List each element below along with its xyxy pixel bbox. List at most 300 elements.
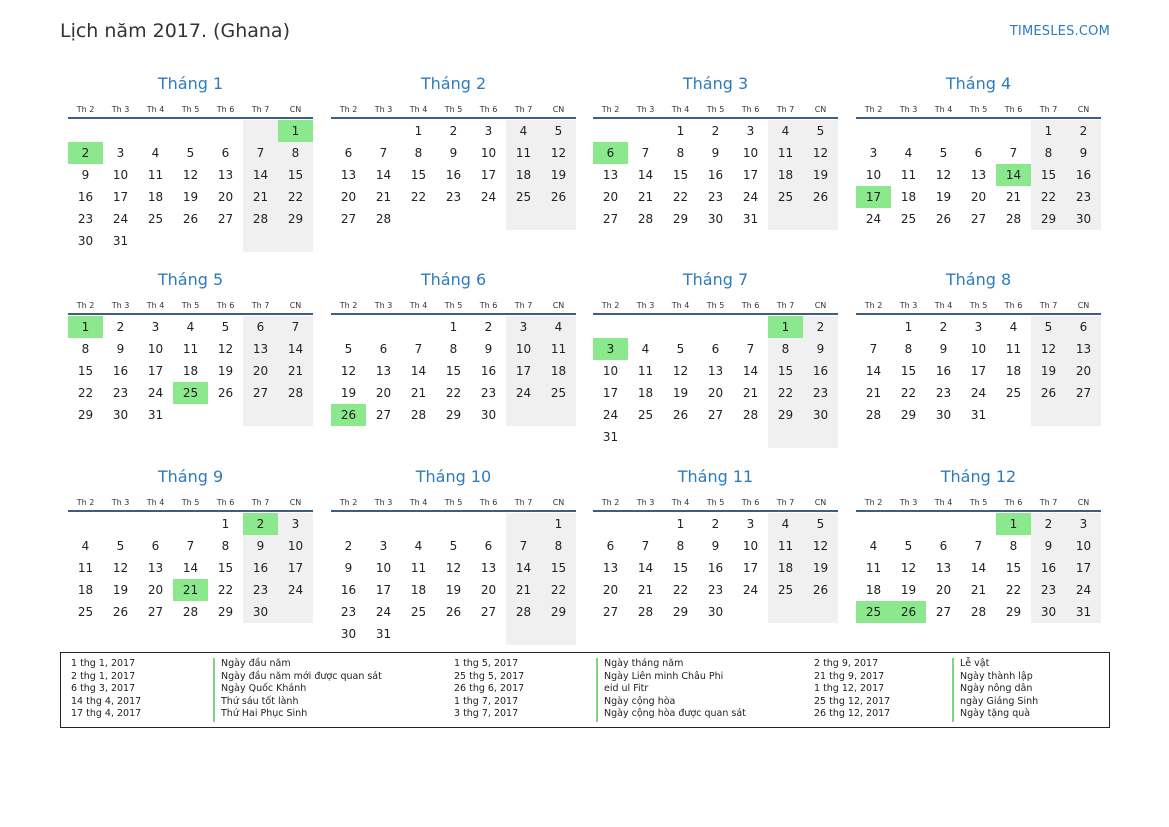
day-cell[interactable]: 10 xyxy=(865,168,882,182)
day-cell[interactable]: 21 xyxy=(375,190,392,204)
day-cell[interactable]: 22 xyxy=(672,583,689,597)
day-cell[interactable]: 28 xyxy=(506,601,541,623)
day-cell[interactable]: 18 xyxy=(541,360,576,382)
day-cell[interactable]: 29 xyxy=(77,408,94,422)
day-cell[interactable]: 25 xyxy=(900,212,917,226)
day-cell[interactable]: 3 xyxy=(1066,513,1101,535)
day-cell[interactable]: 11 xyxy=(410,561,427,575)
day-cell[interactable]: 30 xyxy=(1066,208,1101,230)
day-cell[interactable]: 13 xyxy=(707,364,724,378)
day-cell[interactable]: 18 xyxy=(900,190,917,204)
day-cell[interactable]: 20 xyxy=(375,386,392,400)
day-cell[interactable]: 28 xyxy=(865,408,882,422)
day-cell[interactable]: 5 xyxy=(803,513,838,535)
day-cell[interactable]: 6 xyxy=(344,146,353,160)
day-cell[interactable]: 20 xyxy=(970,190,987,204)
day-cell[interactable]: 28 xyxy=(278,382,313,404)
day-cell[interactable]: 8 xyxy=(541,535,576,557)
day-cell[interactable]: 7 xyxy=(278,316,313,338)
day-cell[interactable]: 16 xyxy=(445,168,462,182)
day-cell[interactable]: 18 xyxy=(865,583,882,597)
day-cell[interactable]: 14 xyxy=(637,561,654,575)
day-cell[interactable]: 5 xyxy=(939,146,948,160)
day-cell[interactable]: 12 xyxy=(935,168,952,182)
day-cell[interactable]: 18 xyxy=(768,557,803,579)
holiday-day-cell[interactable]: 3 xyxy=(593,338,628,360)
day-cell[interactable]: 15 xyxy=(1031,164,1066,186)
day-cell[interactable]: 31 xyxy=(1066,601,1101,623)
day-cell[interactable]: 31 xyxy=(147,408,164,422)
day-cell[interactable]: 28 xyxy=(970,605,987,619)
day-cell[interactable]: 25 xyxy=(768,579,803,601)
day-cell[interactable]: 31 xyxy=(602,430,619,444)
day-cell[interactable]: 15 xyxy=(672,561,689,575)
day-cell[interactable]: 10 xyxy=(742,146,759,160)
day-cell[interactable]: 5 xyxy=(676,342,685,356)
day-cell[interactable]: 27 xyxy=(1066,382,1101,404)
day-cell[interactable]: 12 xyxy=(803,535,838,557)
day-cell[interactable]: 10 xyxy=(1066,535,1101,557)
day-cell[interactable]: 27 xyxy=(935,605,952,619)
day-cell[interactable]: 11 xyxy=(637,364,654,378)
day-cell[interactable]: 20 xyxy=(480,583,497,597)
day-cell[interactable]: 6 xyxy=(939,539,948,553)
day-cell[interactable]: 24 xyxy=(375,605,392,619)
day-cell[interactable]: 3 xyxy=(746,124,755,138)
day-cell[interactable]: 13 xyxy=(217,168,234,182)
day-cell[interactable]: 14 xyxy=(865,364,882,378)
day-cell[interactable]: 17 xyxy=(112,190,129,204)
day-cell[interactable]: 25 xyxy=(637,408,654,422)
day-cell[interactable]: 19 xyxy=(541,164,576,186)
holiday-day-cell[interactable]: 17 xyxy=(856,186,891,208)
day-cell[interactable]: 30 xyxy=(1031,601,1066,623)
day-cell[interactable]: 22 xyxy=(1005,583,1022,597)
day-cell[interactable]: 13 xyxy=(375,364,392,378)
day-cell[interactable]: 20 xyxy=(217,190,234,204)
day-cell[interactable]: 18 xyxy=(1005,364,1022,378)
day-cell[interactable]: 31 xyxy=(742,212,759,226)
day-cell[interactable]: 18 xyxy=(182,364,199,378)
day-cell[interactable]: 11 xyxy=(900,168,917,182)
day-cell[interactable]: 16 xyxy=(1031,557,1066,579)
day-cell[interactable]: 18 xyxy=(768,164,803,186)
day-cell[interactable]: 8 xyxy=(904,342,913,356)
day-cell[interactable]: 14 xyxy=(637,168,654,182)
day-cell[interactable]: 17 xyxy=(1066,557,1101,579)
day-cell[interactable]: 17 xyxy=(278,557,313,579)
day-cell[interactable]: 21 xyxy=(278,360,313,382)
day-cell[interactable]: 3 xyxy=(278,513,313,535)
day-cell[interactable]: 14 xyxy=(506,557,541,579)
day-cell[interactable]: 8 xyxy=(1031,142,1066,164)
day-cell[interactable]: 22 xyxy=(217,583,234,597)
day-cell[interactable]: 8 xyxy=(278,142,313,164)
day-cell[interactable]: 15 xyxy=(77,364,94,378)
day-cell[interactable]: 26 xyxy=(1031,382,1066,404)
day-cell[interactable]: 28 xyxy=(182,605,199,619)
day-cell[interactable]: 2 xyxy=(711,124,720,138)
day-cell[interactable]: 5 xyxy=(904,539,913,553)
day-cell[interactable]: 25 xyxy=(147,212,164,226)
day-cell[interactable]: 27 xyxy=(480,605,497,619)
day-cell[interactable]: 4 xyxy=(904,146,913,160)
day-cell[interactable]: 24 xyxy=(1066,579,1101,601)
day-cell[interactable]: 8 xyxy=(1009,539,1018,553)
day-cell[interactable]: 24 xyxy=(506,382,541,404)
day-cell[interactable]: 4 xyxy=(414,539,423,553)
day-cell[interactable]: 26 xyxy=(672,408,689,422)
day-cell[interactable]: 30 xyxy=(480,408,497,422)
day-cell[interactable]: 26 xyxy=(803,579,838,601)
day-cell[interactable]: 23 xyxy=(480,386,497,400)
day-cell[interactable]: 22 xyxy=(768,382,803,404)
day-cell[interactable]: 26 xyxy=(445,605,462,619)
day-cell[interactable]: 14 xyxy=(970,561,987,575)
day-cell[interactable]: 16 xyxy=(77,190,94,204)
day-cell[interactable]: 14 xyxy=(182,561,199,575)
day-cell[interactable]: 21 xyxy=(410,386,427,400)
day-cell[interactable]: 7 xyxy=(506,535,541,557)
day-cell[interactable]: 4 xyxy=(768,120,803,142)
day-cell[interactable]: 17 xyxy=(602,386,619,400)
day-cell[interactable]: 1 xyxy=(541,513,576,535)
day-cell[interactable]: 12 xyxy=(112,561,129,575)
day-cell[interactable]: 30 xyxy=(243,601,278,623)
day-cell[interactable]: 23 xyxy=(340,605,357,619)
day-cell[interactable]: 13 xyxy=(340,168,357,182)
day-cell[interactable]: 5 xyxy=(1031,316,1066,338)
day-cell[interactable]: 9 xyxy=(1031,535,1066,557)
day-cell[interactable]: 22 xyxy=(445,386,462,400)
day-cell[interactable]: 6 xyxy=(484,539,493,553)
day-cell[interactable]: 13 xyxy=(1066,338,1101,360)
day-cell[interactable]: 5 xyxy=(116,539,125,553)
day-cell[interactable]: 20 xyxy=(340,190,357,204)
day-cell[interactable]: 24 xyxy=(602,408,619,422)
day-cell[interactable]: 5 xyxy=(449,539,458,553)
day-cell[interactable]: 13 xyxy=(935,561,952,575)
day-cell[interactable]: 20 xyxy=(707,386,724,400)
day-cell[interactable]: 11 xyxy=(865,561,882,575)
holiday-day-cell[interactable]: 25 xyxy=(173,382,208,404)
day-cell[interactable]: 23 xyxy=(112,386,129,400)
day-cell[interactable]: 29 xyxy=(1005,605,1022,619)
day-cell[interactable]: 18 xyxy=(77,583,94,597)
day-cell[interactable]: 4 xyxy=(1009,320,1018,334)
day-cell[interactable]: 3 xyxy=(151,320,160,334)
day-cell[interactable]: 28 xyxy=(243,208,278,230)
day-cell[interactable]: 4 xyxy=(541,316,576,338)
day-cell[interactable]: 26 xyxy=(541,186,576,208)
day-cell[interactable]: 25 xyxy=(77,605,94,619)
day-cell[interactable]: 15 xyxy=(672,168,689,182)
day-cell[interactable]: 26 xyxy=(182,212,199,226)
day-cell[interactable]: 2 xyxy=(939,320,948,334)
day-cell[interactable]: 3 xyxy=(746,517,755,531)
day-cell[interactable]: 4 xyxy=(186,320,195,334)
day-cell[interactable]: 23 xyxy=(935,386,952,400)
day-cell[interactable]: 3 xyxy=(116,146,125,160)
day-cell[interactable]: 23 xyxy=(445,190,462,204)
day-cell[interactable]: 14 xyxy=(742,364,759,378)
holiday-day-cell[interactable]: 14 xyxy=(996,164,1031,186)
day-cell[interactable]: 5 xyxy=(186,146,195,160)
day-cell[interactable]: 17 xyxy=(375,583,392,597)
day-cell[interactable]: 16 xyxy=(1066,164,1101,186)
site-link[interactable]: TIMESLES.COM xyxy=(1009,24,1110,39)
day-cell[interactable]: 17 xyxy=(480,168,497,182)
day-cell[interactable]: 17 xyxy=(506,360,541,382)
day-cell[interactable]: 11 xyxy=(541,338,576,360)
day-cell[interactable]: 10 xyxy=(506,338,541,360)
day-cell[interactable]: 21 xyxy=(637,190,654,204)
day-cell[interactable]: 4 xyxy=(151,146,160,160)
day-cell[interactable]: 24 xyxy=(865,212,882,226)
day-cell[interactable]: 21 xyxy=(243,186,278,208)
day-cell[interactable]: 25 xyxy=(1005,386,1022,400)
day-cell[interactable]: 26 xyxy=(803,186,838,208)
day-cell[interactable]: 21 xyxy=(970,583,987,597)
day-cell[interactable]: 16 xyxy=(935,364,952,378)
holiday-day-cell[interactable]: 1 xyxy=(68,316,103,338)
day-cell[interactable]: 12 xyxy=(900,561,917,575)
day-cell[interactable]: 23 xyxy=(77,212,94,226)
day-cell[interactable]: 22 xyxy=(1031,186,1066,208)
day-cell[interactable]: 8 xyxy=(676,539,685,553)
day-cell[interactable]: 4 xyxy=(768,513,803,535)
day-cell[interactable]: 7 xyxy=(869,342,878,356)
day-cell[interactable]: 12 xyxy=(672,364,689,378)
day-cell[interactable]: 8 xyxy=(768,338,803,360)
day-cell[interactable]: 2 xyxy=(344,539,353,553)
day-cell[interactable]: 27 xyxy=(217,212,234,226)
day-cell[interactable]: 9 xyxy=(81,168,90,182)
day-cell[interactable]: 21 xyxy=(865,386,882,400)
day-cell[interactable]: 7 xyxy=(414,342,423,356)
day-cell[interactable]: 17 xyxy=(742,168,759,182)
day-cell[interactable]: 2 xyxy=(1031,513,1066,535)
day-cell[interactable]: 31 xyxy=(375,627,392,641)
day-cell[interactable]: 6 xyxy=(243,316,278,338)
day-cell[interactable]: 22 xyxy=(410,190,427,204)
day-cell[interactable]: 4 xyxy=(869,539,878,553)
day-cell[interactable]: 13 xyxy=(480,561,497,575)
day-cell[interactable]: 27 xyxy=(340,212,357,226)
day-cell[interactable]: 14 xyxy=(375,168,392,182)
day-cell[interactable]: 4 xyxy=(641,342,650,356)
day-cell[interactable]: 5 xyxy=(541,120,576,142)
day-cell[interactable]: 10 xyxy=(278,535,313,557)
day-cell[interactable]: 24 xyxy=(742,583,759,597)
day-cell[interactable]: 7 xyxy=(746,342,755,356)
day-cell[interactable]: 11 xyxy=(1005,342,1022,356)
day-cell[interactable]: 1 xyxy=(414,124,423,138)
day-cell[interactable]: 29 xyxy=(672,605,689,619)
day-cell[interactable]: 8 xyxy=(221,539,230,553)
day-cell[interactable]: 15 xyxy=(217,561,234,575)
day-cell[interactable]: 8 xyxy=(81,342,90,356)
day-cell[interactable]: 27 xyxy=(375,408,392,422)
day-cell[interactable]: 22 xyxy=(278,186,313,208)
day-cell[interactable]: 11 xyxy=(506,142,541,164)
day-cell[interactable]: 7 xyxy=(243,142,278,164)
day-cell[interactable]: 28 xyxy=(410,408,427,422)
day-cell[interactable]: 31 xyxy=(112,234,129,248)
day-cell[interactable]: 12 xyxy=(541,142,576,164)
day-cell[interactable]: 12 xyxy=(803,142,838,164)
day-cell[interactable]: 18 xyxy=(147,190,164,204)
day-cell[interactable]: 12 xyxy=(340,364,357,378)
day-cell[interactable]: 13 xyxy=(602,561,619,575)
day-cell[interactable]: 15 xyxy=(541,557,576,579)
day-cell[interactable]: 10 xyxy=(147,342,164,356)
day-cell[interactable]: 5 xyxy=(221,320,230,334)
holiday-day-cell[interactable]: 2 xyxy=(243,513,278,535)
day-cell[interactable]: 12 xyxy=(1031,338,1066,360)
day-cell[interactable]: 16 xyxy=(707,168,724,182)
day-cell[interactable]: 15 xyxy=(410,168,427,182)
day-cell[interactable]: 18 xyxy=(637,386,654,400)
day-cell[interactable]: 11 xyxy=(182,342,199,356)
day-cell[interactable]: 16 xyxy=(803,360,838,382)
day-cell[interactable]: 19 xyxy=(112,583,129,597)
day-cell[interactable]: 3 xyxy=(506,316,541,338)
day-cell[interactable]: 14 xyxy=(278,338,313,360)
day-cell[interactable]: 19 xyxy=(672,386,689,400)
day-cell[interactable]: 30 xyxy=(77,234,94,248)
day-cell[interactable]: 6 xyxy=(711,342,720,356)
day-cell[interactable]: 9 xyxy=(1066,142,1101,164)
day-cell[interactable]: 14 xyxy=(410,364,427,378)
day-cell[interactable]: 21 xyxy=(1005,190,1022,204)
day-cell[interactable]: 19 xyxy=(445,583,462,597)
day-cell[interactable]: 29 xyxy=(768,404,803,426)
day-cell[interactable]: 5 xyxy=(344,342,353,356)
day-cell[interactable]: 6 xyxy=(1066,316,1101,338)
day-cell[interactable]: 24 xyxy=(970,386,987,400)
day-cell[interactable]: 22 xyxy=(541,579,576,601)
day-cell[interactable]: 3 xyxy=(484,124,493,138)
day-cell[interactable]: 22 xyxy=(900,386,917,400)
day-cell[interactable]: 26 xyxy=(217,386,234,400)
day-cell[interactable]: 1 xyxy=(1031,120,1066,142)
day-cell[interactable]: 13 xyxy=(602,168,619,182)
day-cell[interactable]: 2 xyxy=(803,316,838,338)
day-cell[interactable]: 12 xyxy=(445,561,462,575)
day-cell[interactable]: 29 xyxy=(278,208,313,230)
day-cell[interactable]: 9 xyxy=(449,146,458,160)
day-cell[interactable]: 28 xyxy=(1005,212,1022,226)
holiday-day-cell[interactable]: 26 xyxy=(331,404,366,426)
day-cell[interactable]: 3 xyxy=(869,146,878,160)
day-cell[interactable]: 7 xyxy=(641,146,650,160)
day-cell[interactable]: 24 xyxy=(112,212,129,226)
day-cell[interactable]: 29 xyxy=(900,408,917,422)
day-cell[interactable]: 23 xyxy=(707,190,724,204)
day-cell[interactable]: 1 xyxy=(676,124,685,138)
day-cell[interactable]: 20 xyxy=(1066,360,1101,382)
day-cell[interactable]: 6 xyxy=(151,539,160,553)
day-cell[interactable]: 13 xyxy=(147,561,164,575)
day-cell[interactable]: 28 xyxy=(375,212,392,226)
day-cell[interactable]: 25 xyxy=(506,186,541,208)
day-cell[interactable]: 16 xyxy=(480,364,497,378)
day-cell[interactable]: 30 xyxy=(935,408,952,422)
day-cell[interactable]: 20 xyxy=(602,190,619,204)
day-cell[interactable]: 15 xyxy=(768,360,803,382)
day-cell[interactable]: 7 xyxy=(974,539,983,553)
day-cell[interactable]: 2 xyxy=(449,124,458,138)
day-cell[interactable]: 23 xyxy=(1066,186,1101,208)
day-cell[interactable]: 8 xyxy=(676,146,685,160)
day-cell[interactable]: 16 xyxy=(243,557,278,579)
day-cell[interactable]: 15 xyxy=(900,364,917,378)
day-cell[interactable]: 23 xyxy=(803,382,838,404)
day-cell[interactable]: 20 xyxy=(602,583,619,597)
day-cell[interactable]: 19 xyxy=(1031,360,1066,382)
day-cell[interactable]: 2 xyxy=(1066,120,1101,142)
day-cell[interactable]: 18 xyxy=(410,583,427,597)
day-cell[interactable]: 2 xyxy=(116,320,125,334)
day-cell[interactable]: 26 xyxy=(935,212,952,226)
day-cell[interactable]: 2 xyxy=(484,320,493,334)
day-cell[interactable]: 14 xyxy=(243,164,278,186)
day-cell[interactable]: 8 xyxy=(449,342,458,356)
holiday-day-cell[interactable]: 1 xyxy=(996,513,1031,535)
day-cell[interactable]: 24 xyxy=(480,190,497,204)
day-cell[interactable]: 7 xyxy=(1009,146,1018,160)
day-cell[interactable]: 10 xyxy=(480,146,497,160)
day-cell[interactable]: 3 xyxy=(974,320,983,334)
holiday-day-cell[interactable]: 21 xyxy=(173,579,208,601)
day-cell[interactable]: 9 xyxy=(344,561,353,575)
day-cell[interactable]: 19 xyxy=(803,164,838,186)
day-cell[interactable]: 25 xyxy=(410,605,427,619)
day-cell[interactable]: 17 xyxy=(970,364,987,378)
day-cell[interactable]: 30 xyxy=(707,212,724,226)
day-cell[interactable]: 30 xyxy=(803,404,838,426)
day-cell[interactable]: 29 xyxy=(445,408,462,422)
day-cell[interactable]: 6 xyxy=(606,539,615,553)
day-cell[interactable]: 4 xyxy=(506,120,541,142)
day-cell[interactable]: 21 xyxy=(637,583,654,597)
day-cell[interactable]: 7 xyxy=(186,539,195,553)
day-cell[interactable]: 6 xyxy=(974,146,983,160)
day-cell[interactable]: 11 xyxy=(768,535,803,557)
day-cell[interactable]: 24 xyxy=(742,190,759,204)
day-cell[interactable]: 27 xyxy=(602,605,619,619)
day-cell[interactable]: 7 xyxy=(641,539,650,553)
day-cell[interactable]: 28 xyxy=(637,605,654,619)
day-cell[interactable]: 9 xyxy=(116,342,125,356)
day-cell[interactable]: 13 xyxy=(243,338,278,360)
day-cell[interactable]: 9 xyxy=(711,539,720,553)
day-cell[interactable]: 19 xyxy=(340,386,357,400)
day-cell[interactable]: 23 xyxy=(243,579,278,601)
day-cell[interactable]: 21 xyxy=(742,386,759,400)
day-cell[interactable]: 29 xyxy=(217,605,234,619)
day-cell[interactable]: 15 xyxy=(1005,561,1022,575)
day-cell[interactable]: 7 xyxy=(379,146,388,160)
holiday-day-cell[interactable]: 2 xyxy=(68,142,103,164)
day-cell[interactable]: 30 xyxy=(112,408,129,422)
day-cell[interactable]: 16 xyxy=(340,583,357,597)
day-cell[interactable]: 13 xyxy=(970,168,987,182)
holiday-day-cell[interactable]: 25 xyxy=(856,601,891,623)
day-cell[interactable]: 19 xyxy=(803,557,838,579)
day-cell[interactable]: 6 xyxy=(379,342,388,356)
